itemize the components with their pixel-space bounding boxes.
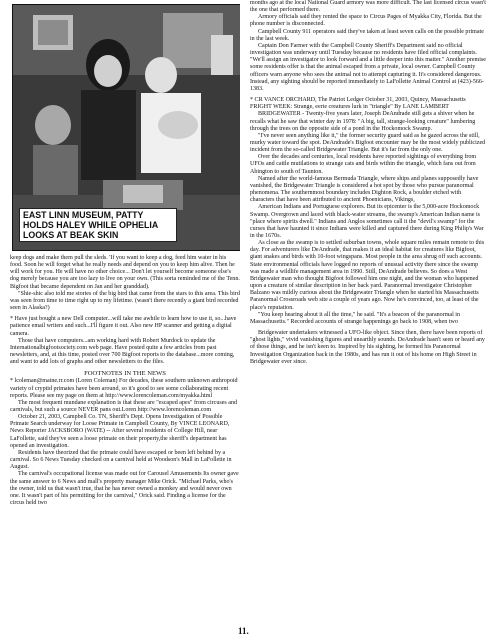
article-paragraph: "I've never seen anything like it," the former security guard said as he gazed across the still, murky water toward the spot. DeAndrade's Bigfoot encounter may be the most widely publicized incident from the so-called Bridgewater Triangle. But it's far from the only one. <box>250 132 486 154</box>
article-paragraph: Campbell County 911 operators said they've taken at least seven calls on the possible primate in the last week. <box>250 28 484 42</box>
article-paragraph: BRIDGEWATER - Twenty-five years later, Joseph DeAndrade still gets a shiver when he recalls what he saw that winter day in 1978: "A big, tall, strange-looking creature" lumbering through the trees on the opposite side of a pond in the Hockomock Swamp. <box>250 111 476 132</box>
article-paragraph: October 21, 2003, Campbell Co. TN, Sheriff's Dept. Opens Investigation of Possible Primate Search underway for Loose Primate in Campbell County, By VINCE LEONARD, News Reporter JACKSBORO (WATE) -- After several residents of College Hill, near LaFollette, said they've seen a loose primate on their property,the sheriff's department has opened an investigation. <box>10 414 230 449</box>
article-paragraph: Over the decades and centuries, local residents have reported sightings of everything from UFOs and cattle mutilations to strange cats and birds within the triangle, which fans out from Abington to south of Taunton. <box>250 154 477 175</box>
caption-line: EAST LINN MUSEUM, PATTY <box>23 210 144 220</box>
article-paragraph: As close as the swamp is to settled suburban towns, whole square miles remain remote to this day. For adventurers like DeAndrade, that makes it an ideal habitat for creatures like Bigfoot, giant snakes and birds with 10-foot wingspans. Most people in the area shrug off such accounts. State environmental officials have logged no reports of unusual activity there since the swamp was made a wildlife management area in 1990. Still, DeAndrade believes. So does a West Bridgewater man who thought Bigfoot followed him one night, and the woman who happened upon a creature of similar description in her back yard. Paranormal investigator Christopher Balzano was mildly curious about the Bridgewater Triangle when he started his Massachusetts Paranormal Crossroads web site a couple of years ago. Now he's convinced, too, at least of the place's reputation. <box>250 240 485 311</box>
article-paragraph: "You keep hearing about it all the time," he said. "It's a beacon of the paranormal in Massachusetts." Recorded accounts of strange happenings go back to 1908, when two <box>250 311 460 325</box>
museum-photo <box>12 4 240 251</box>
article-paragraph: Bridgewater undertakers witnessed a UFO-like object. Since then, there have been reports of "ghost lights," vivid vanishing figures and unearthly sounds. DeAndrade hasn't seen or heard any of those things, and he isn't keen to. Inspired by his sighting, he formed his Paranormal Investigation Organization back in the 1980s, and has run it out of his home on High Street in Bridgewater ever since. <box>250 330 485 365</box>
right-column <box>250 0 486 640</box>
article-paragraph: American Indians and Portuguese explorers. But its epicenter is the 5,000-acre Hockomock Swamp. Overgrown and laced with black-water streams, the swamp's American Indian name is "place where spirits dwell." Indians and Anglos sometimes call it the "devil's swamp" for the curses that have haunted it since Indians were killed and captured there during King Philip's War in the 1670s. <box>250 204 484 239</box>
article-paragraph: Named after the world-famous Bermuda Triangle, where ships and planes supposedly have vanished, the Bridgewater Triangle is considered a hot spot by those who pursue paranormal phenomena. The southernmost boundary includes Dighton Rock, a boulder etched with characters that have been attributed to ancient Phoenicians, Vikings, <box>250 175 479 204</box>
article-paragraph: Those that have computers...am working hard with Robert Murdock to update the Internationalbigfootsociety.com web page. Have posted quite a few articles from past newsletters, and, at this time, posted over 700 Bigfoot reports to the database...more coming, and want to add lots of graphs and other newsletters to the files. <box>10 337 235 366</box>
photo-caption <box>19 208 177 242</box>
article-paragraph: * lcoleman@maine.rr.com (Loren Coleman) For decades, these southern unknown anthropoid variety of cryptid primates have been around, so it's good to see some collaborating recent reports. Please see my page on them at http://www.lorencoleman.com/myakka.html <box>10 378 238 399</box>
article-paragraph: months ago at the local National Guard armory was more difficult. The last licensed circus wasn't the one that performed there. <box>250 0 486 14</box>
page-number: 11. <box>238 626 249 636</box>
caption-line: HOLDS HALEY WHILE OPHELIA <box>23 220 159 230</box>
article-paragraph: Armory officials said they rented the space to Circus Pages of Myakka City, Florida. But the phone number is disconnected. <box>250 14 482 28</box>
article-paragraph: "Shie-shic also told me stories of the big bird that came from the stars to this area. This bird was seen from time to time right up to my lifetime. (wasn't there recently a giant bird recorded seen in Alaska?) <box>10 290 240 312</box>
article-paragraph: * Have just bought a new Dell computer...will take me awhile to learn how to use it, so...have patience email writers and such...I'll figure it out. Also new HP scanner and getting a digital camera. <box>10 316 237 337</box>
article-paragraph: Captain Don Farmer with the Campbell County Sheriff's Department said no official investigation was underway until Tuesday because no residents have filed official complaints. "We'll assign an investigator to look forward and a little deeper into this matter." Another premise some residents offer is that the animal escaped from a private, local owner. Campbell County officers warn anyone who sees the animal not to attempt capturing it. It's considered dangerous. Instead, any sighting should be reported immediately to LaFollette Animal Control at (423)-566-1383. <box>250 42 486 92</box>
footnotes-heading: FOOTNOTES IN THE NEWS <box>84 370 166 378</box>
article-paragraph: keep dogs and make them pull the sleds. 'If you want to keep a dog, feed him water in his food. Soon he will forget what he really needs and depend on you to keep him alive. Then he will work for you. He will have no other choice... Don't let yourself become someone else's dog merely because you are too lazy to live on your own. (This sorta reminded me of the Tenn. Bigfoot that became dependent on Jan and her granddad). <box>10 255 240 290</box>
caption-line: LOOKS AT BEAK SKIN <box>23 230 119 240</box>
article-paragraph: The most frequent mundane explanation is that these are "escaped apes" from circuses and carnivals, but such a source NEVER pans out.Loren http://www.lorencoleman.com <box>10 399 238 413</box>
article-paragraph: Residents have theorized that the primate could have escaped or been left behind by a carnival. So 6 News Tuesday checked on a carnival held at Woodson's Mall in LaFollette in August. <box>10 449 232 471</box>
article-paragraph: * CR VANCE ORCHARD, The Patriot Ledger October 31, 2003, Quincy, Massachusetts FRIGHT WEEK: Strange, eerie creatures lurk in "triangle" By LANE LAMBERT <box>250 97 466 111</box>
left-column <box>10 0 240 640</box>
article-paragraph: The carnival's occupational license was made out for Carousel Amusements Its owner gave the same answer to 6 News and mall's property manager Mike Orick. "Michael Parks, who's the owner, told us that wasn't true, that he has never owned a monkey and would never own one. It wasn't part of his permitting for the carnival," Orick said. Finding a license for the circus held two <box>10 471 239 506</box>
